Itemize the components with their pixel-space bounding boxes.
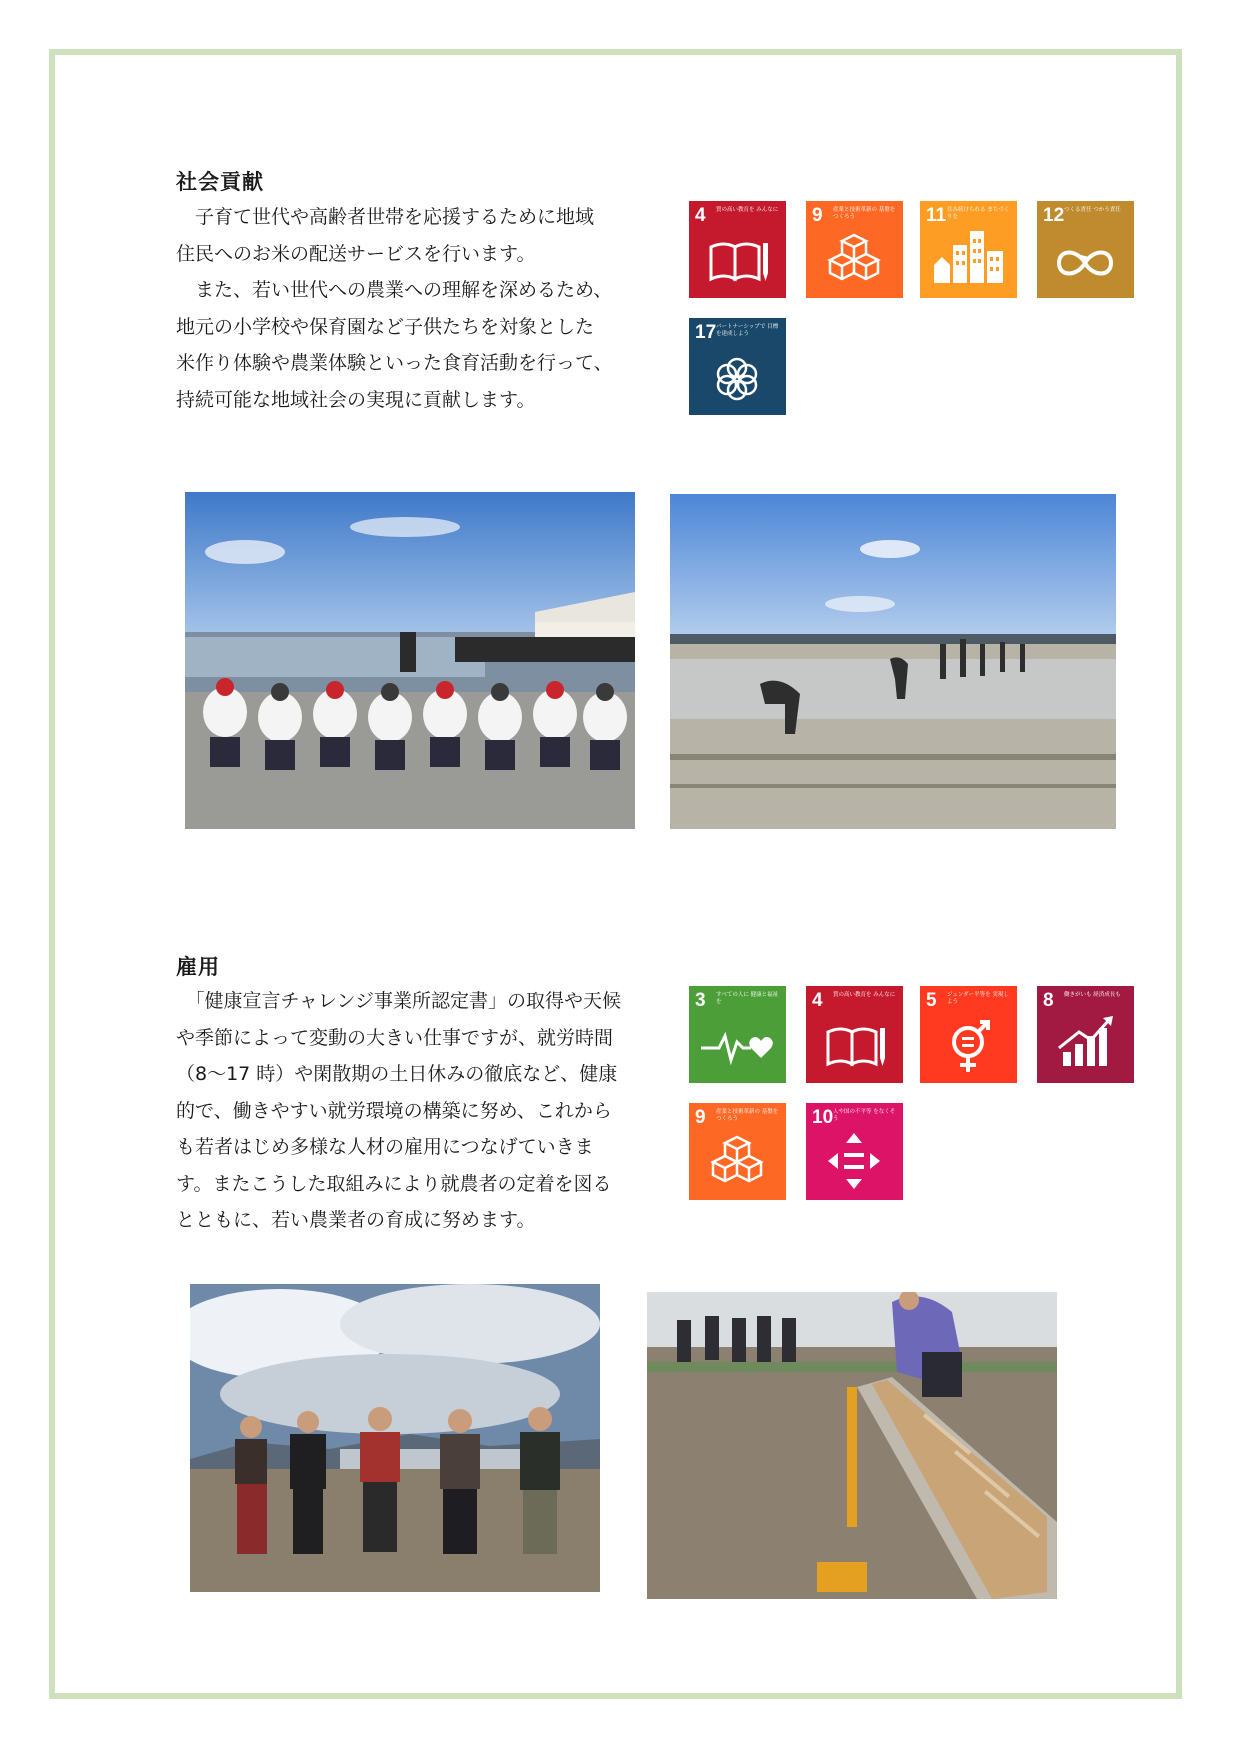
sdg-number: 9 xyxy=(695,1107,706,1128)
body-line: 「健康宣言チャレンジ事業所認定書」の取得や天候 xyxy=(176,990,621,1012)
sdg-goal-10 xyxy=(806,1103,903,1200)
sdg-caption: つくる責任 つかう責任 xyxy=(1064,207,1121,213)
sdg-number: 4 xyxy=(695,205,706,226)
body-line: 米作り体験や農業体験といった食育活動を行って、 xyxy=(176,352,613,374)
sdg-caption: ジェンダー平等を 実現しよう xyxy=(947,992,1009,1005)
photo-seedling-conveyor xyxy=(647,1292,1057,1599)
body-line: 子育て世代や高齢者世帯を応援するために地域 xyxy=(176,206,595,228)
sdg-number: 5 xyxy=(926,990,937,1011)
body-line: や季節によって変動の大きい仕事ですが、就労時間 xyxy=(176,1026,614,1049)
sdg-goal-4 xyxy=(806,986,903,1083)
sdg-number: 8 xyxy=(1043,990,1054,1011)
sdg-goal-8 xyxy=(1037,986,1134,1083)
sdg-caption: 働きがいも 経済成長も xyxy=(1064,992,1121,998)
photo-rice-planting xyxy=(670,494,1116,829)
body-line: とともに、若い農業者の育成に努めます。 xyxy=(176,1209,536,1231)
section-title-social: 社会貢献 xyxy=(176,170,264,194)
photo-children-at-rice-field xyxy=(185,492,635,829)
sdg-goal-4 xyxy=(689,201,786,298)
sdg-caption: 産業と技術革新の 基盤をつくろう xyxy=(833,207,896,220)
sdg-caption: 質の高い教育を みんなに xyxy=(716,207,779,213)
sdg-goal-9 xyxy=(806,201,903,298)
sdg-number: 17 xyxy=(695,322,717,343)
sdg-number: 4 xyxy=(812,990,823,1011)
sdg-goal-9 xyxy=(689,1103,786,1200)
sdg-caption: パートナーシップで 目標を達成しよう xyxy=(716,324,779,337)
sdg-goal-12 xyxy=(1037,201,1134,298)
sdg-goal-3 xyxy=(689,986,786,1083)
sdg-caption: 質の高い教育を みんなに xyxy=(833,992,896,998)
sdg-goal-5 xyxy=(920,986,1017,1083)
body-line: す。またこうした取組みにより就農者の定着を図る xyxy=(176,1172,612,1195)
sdg-number: 11 xyxy=(926,205,947,226)
body-line: （8～17 時）や閑散期の土日休みの徹底など、健康 xyxy=(176,1063,618,1085)
sdg-number: 3 xyxy=(695,990,706,1011)
sdg-number: 12 xyxy=(1043,205,1065,226)
sdg-goal-11 xyxy=(920,201,1017,298)
body-line: また、若い世代への農業への理解を深めるため、 xyxy=(176,279,613,301)
sdg-caption: 住み続けられる まちづくりを xyxy=(947,207,1010,220)
sdg-caption: 産業と技術革新の 基盤をつくろう xyxy=(716,1109,779,1122)
sdg-caption: 人や国の不平等 をなくそう xyxy=(833,1109,896,1122)
photo-farm-staff-group xyxy=(190,1284,600,1592)
body-line: 的で、働きやすい就労環境の構築に努め、これから xyxy=(176,1099,612,1122)
sdg-number: 9 xyxy=(812,205,823,226)
body-line: も若者はじめ多様な人材の雇用につなげていきま xyxy=(176,1136,594,1158)
section-title-employment: 雇用 xyxy=(176,955,220,979)
sdg-caption: すべての人に 健康と福祉を xyxy=(716,992,779,1005)
sdg-number: 10 xyxy=(812,1107,834,1128)
sdg-goal-17 xyxy=(689,318,786,415)
body-line: 持続可能な地域社会の実現に貢献します。 xyxy=(176,388,536,411)
body-line: 地元の小学校や保育園など子供たちを対象とした xyxy=(176,315,595,338)
body-line: 住民へのお米の配送サービスを行います。 xyxy=(176,242,536,265)
